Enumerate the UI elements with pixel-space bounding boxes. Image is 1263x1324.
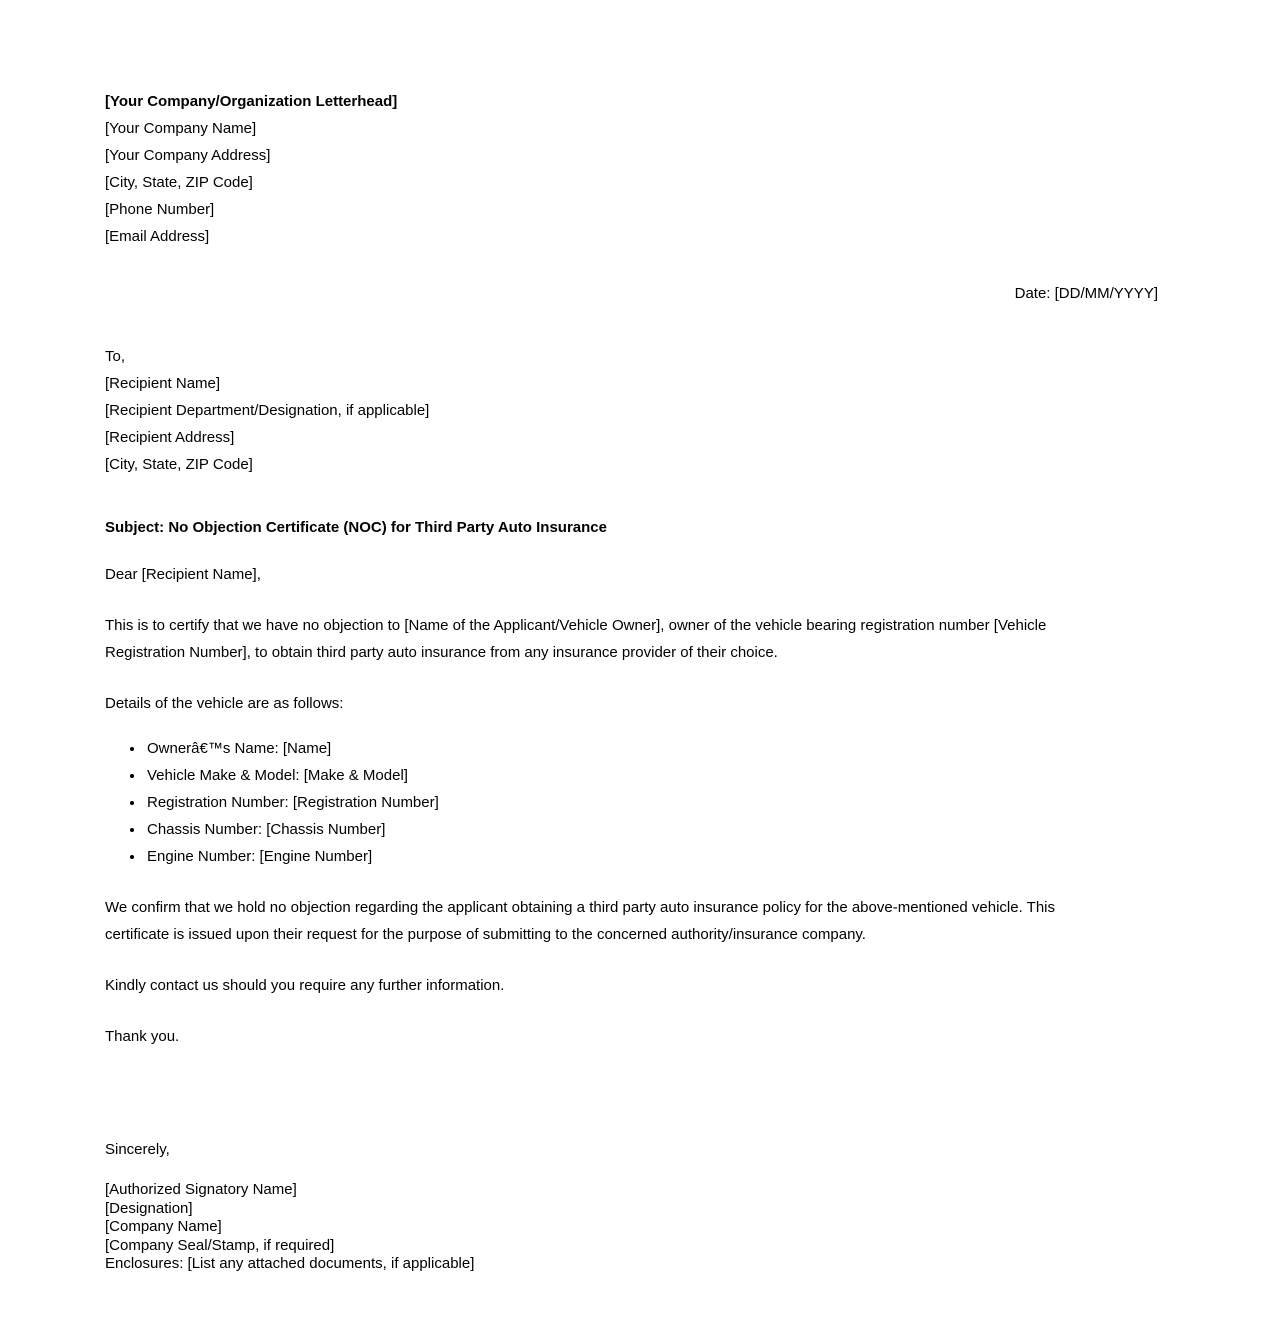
- recipient-address: [Recipient Address]: [105, 429, 235, 446]
- sincerely-row: [105, 1136, 1158, 1163]
- recipient-block: [105, 343, 1158, 478]
- salutation-row: [105, 561, 1158, 588]
- list-item: • Vehicle Make & Model: [Make & Model]: [145, 762, 1158, 789]
- signature-block: [105, 1181, 1158, 1274]
- company-seal-note: [Company Seal/Stamp, if required]: [105, 1236, 335, 1254]
- letterhead-city-state-zip: [City, State, ZIP Code]: [105, 174, 253, 191]
- signatory-name: [Authorized Signatory Name]: [105, 1181, 297, 1198]
- vehicle-details-list: [105, 735, 1158, 870]
- letterhead-company-name: [Your Company Name]: [105, 120, 257, 137]
- subject-line: Subject: No Objection Certificate (NOC) for Third Party Auto Insurance: [105, 519, 607, 536]
- body-paragraph-1: This is to certify that we have no objection to [Name of the Applicant/Vehicle Owner], owner of the vehicle bearing registration number [Vehicle Registration Number], to obtain third party auto insurance from any insurance provider of their choice.: [105, 617, 1047, 661]
- letterhead-company-address: [Your Company Address]: [105, 147, 271, 164]
- list-item: • Ownerâ€™s Name: [Name]: [145, 735, 1158, 762]
- recipient-to-label: To,: [105, 348, 126, 365]
- body-paragraph-2: We confirm that we hold no objection regarding the applicant obtaining a third party auto insurance policy for the above-mentioned vehicle. This certificate is issued upon their request for the purpose of submitting to the concerned authority/insurance company.: [105, 899, 1056, 943]
- list-item: • Registration Number: [Registration Number]: [145, 789, 1158, 816]
- body-paragraph-4: Thank you.: [105, 1028, 180, 1045]
- list-item: • Chassis Number: [Chassis Number]: [145, 816, 1158, 843]
- date-line: Date: [DD/MM/YYYY]: [1014, 285, 1158, 302]
- recipient-city-state-zip: [City, State, ZIP Code]: [105, 456, 253, 473]
- document-content: [105, 0, 1158, 1274]
- signatory-company-name: [Company Name]: [105, 1218, 222, 1235]
- letterhead-phone: [Phone Number]: [105, 201, 215, 218]
- closing-sincerely: Sincerely,: [105, 1141, 170, 1158]
- enclosures-line: Enclosures: [List any attached documents, if applicable]: [105, 1255, 475, 1272]
- subject-row: [105, 514, 1158, 541]
- closing-spacer: [105, 1050, 1158, 1106]
- signatory-designation: [Designation]: [105, 1199, 193, 1217]
- letterhead-email: [Email Address]: [105, 228, 210, 245]
- vehicle-details-intro: Details of the vehicle are as follows:: [105, 695, 344, 712]
- recipient-department: [Recipient Department/Designation, if applicable]: [105, 402, 430, 419]
- letterhead-block: [105, 88, 1158, 250]
- recipient-name: [Recipient Name]: [105, 375, 221, 392]
- salutation: Dear [Recipient Name],: [105, 566, 261, 583]
- date-line-row: [105, 280, 1158, 307]
- letterhead-title: [Your Company/Organization Letterhead]: [105, 93, 398, 110]
- list-item: • Engine Number: [Engine Number]: [145, 843, 1158, 870]
- body-paragraph-3: Kindly contact us should you require any further information.: [105, 977, 505, 994]
